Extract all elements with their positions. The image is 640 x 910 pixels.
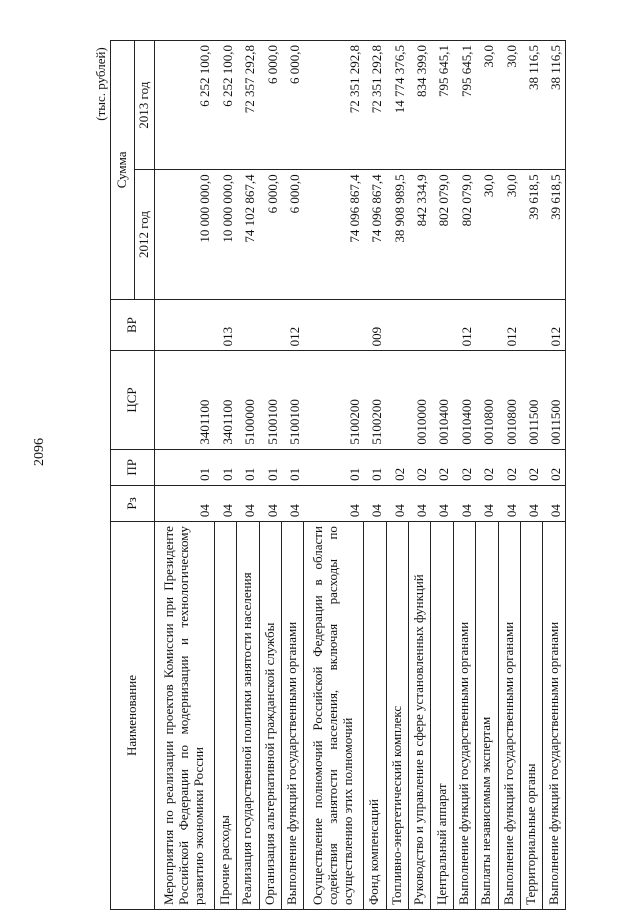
cell-2013: 6 000,0: [259, 41, 281, 170]
cell-2013: 30,0: [476, 41, 498, 170]
cell-2012: 74 102 867,4: [237, 170, 259, 299]
cell-rz: 04: [543, 485, 566, 521]
cell-pr: 01: [155, 449, 215, 485]
header-year-2013: 2013 год: [135, 41, 155, 170]
cell-2012: 30,0: [476, 170, 498, 299]
cell-name: Выполнение функций государственными органами: [498, 522, 520, 910]
cell-vr: [476, 299, 498, 351]
cell-vr: 013: [214, 299, 236, 351]
cell-rz: 04: [259, 485, 281, 521]
table-row: [155, 41, 215, 910]
cell-csr: 0010000: [408, 351, 430, 449]
cell-csr: 0010400: [453, 351, 475, 449]
cell-vr: 012: [543, 299, 566, 351]
table-row: [281, 41, 303, 910]
cell-2013: 30,0: [498, 41, 520, 170]
cell-name: Осуществление полномочий Российской Федерации в области содействия занятости населения, включая расходы по осуществлению этих полномочий: [304, 522, 364, 910]
cell-vr: [431, 299, 453, 351]
cell-2012: 38 908 989,5: [386, 170, 408, 299]
cell-name: Организация альтернативной гражданской службы: [259, 522, 281, 910]
cell-csr: 5100100: [259, 351, 281, 449]
page-number: 2096: [32, 438, 47, 466]
cell-vr: 009: [364, 299, 386, 351]
cell-csr: [386, 351, 408, 449]
cell-name: Выполнение функций государственными органами: [543, 522, 566, 910]
cell-vr: [237, 299, 259, 351]
cell-name: Руководство и управление в сфере установленных функций: [408, 522, 430, 910]
table-row: [214, 41, 236, 910]
cell-name: Топливно-энергетический комплекс: [386, 522, 408, 910]
cell-vr: [520, 299, 542, 351]
table-row: [364, 41, 386, 910]
cell-pr: 02: [408, 449, 430, 485]
cell-rz: 04: [364, 485, 386, 521]
table-row: [386, 41, 408, 910]
cell-2012: 802 079,0: [431, 170, 453, 299]
cell-pr: 02: [543, 449, 566, 485]
table-row: [304, 41, 364, 910]
cell-rz: 04: [237, 485, 259, 521]
cell-2013: 72 351 292,8: [364, 41, 386, 170]
cell-rz: 04: [214, 485, 236, 521]
table-body: [155, 41, 566, 910]
cell-2012: 6 000,0: [259, 170, 281, 299]
cell-pr: 02: [520, 449, 542, 485]
header-rz: Рз: [111, 485, 155, 521]
cell-rz: 04: [281, 485, 303, 521]
cell-pr: 01: [259, 449, 281, 485]
cell-2012: 802 079,0: [453, 170, 475, 299]
header-vr: ВР: [111, 299, 155, 351]
cell-csr: 0010800: [476, 351, 498, 449]
cell-pr: 02: [431, 449, 453, 485]
cell-csr: 5100000: [237, 351, 259, 449]
cell-name: Мероприятия по реализации проектов Комиссии при Президенте Российской Федерации по модернизации и технологическому развитию экономики России: [155, 522, 215, 910]
table-row: [453, 41, 475, 910]
cell-2012: 39 618,5: [520, 170, 542, 299]
cell-rz: 04: [408, 485, 430, 521]
cell-rz: 04: [431, 485, 453, 521]
cell-csr: 5100200: [304, 351, 364, 449]
table-row: [408, 41, 430, 910]
header-csr: ЦСР: [111, 351, 155, 449]
header-sum: Сумма: [111, 41, 135, 300]
cell-2013: 72 351 292,8: [304, 41, 364, 170]
cell-name: Выполнение функций государственными органами: [453, 522, 475, 910]
cell-pr: 01: [214, 449, 236, 485]
cell-2012: 74 096 867,4: [364, 170, 386, 299]
cell-csr: 0011500: [543, 351, 566, 449]
cell-vr: 012: [498, 299, 520, 351]
table-row: [543, 41, 566, 910]
table-header: [111, 41, 155, 910]
cell-2013: 6 252 100,0: [155, 41, 215, 170]
cell-csr: 0010400: [431, 351, 453, 449]
cell-2012: 74 096 867,4: [304, 170, 364, 299]
cell-vr: [408, 299, 430, 351]
cell-2012: 10 000 000,0: [155, 170, 215, 299]
cell-rz: 04: [498, 485, 520, 521]
cell-rz: 04: [155, 485, 215, 521]
cell-csr: 5100200: [364, 351, 386, 449]
cell-2012: 39 618,5: [543, 170, 566, 299]
header-pr: ПР: [111, 449, 155, 485]
cell-vr: 012: [281, 299, 303, 351]
cell-name: Реализация государственной политики занятости населения: [237, 522, 259, 910]
cell-2012: 10 000 000,0: [214, 170, 236, 299]
cell-2013: 38 116,5: [520, 41, 542, 170]
cell-name: Центральный аппарат: [431, 522, 453, 910]
cell-rz: 04: [453, 485, 475, 521]
cell-2013: 6 000,0: [281, 41, 303, 170]
table-row: [431, 41, 453, 910]
cell-vr: [304, 299, 364, 351]
table-row: [259, 41, 281, 910]
cell-2013: 38 116,5: [543, 41, 566, 170]
cell-2012: 30,0: [498, 170, 520, 299]
cell-rz: 04: [386, 485, 408, 521]
header-name: Наименование: [111, 522, 155, 910]
cell-csr: 3401100: [155, 351, 215, 449]
table-row: [520, 41, 542, 910]
cell-name: Выполнение функций государственными органами: [281, 522, 303, 910]
budget-table: [110, 40, 566, 910]
cell-name: Фонд компенсаций: [364, 522, 386, 910]
units-label: (тыс. рублей): [93, 47, 108, 121]
cell-2013: 6 252 100,0: [214, 41, 236, 170]
cell-pr: 02: [476, 449, 498, 485]
cell-name: Выплаты независимым экспертам: [476, 522, 498, 910]
cell-csr: 0010800: [498, 351, 520, 449]
cell-csr: 3401100: [214, 351, 236, 449]
cell-2013: 795 645,1: [431, 41, 453, 170]
cell-2013: 834 399,0: [408, 41, 430, 170]
header-year-2012: 2012 год: [135, 170, 155, 299]
cell-vr: [155, 299, 215, 351]
table-row: [237, 41, 259, 910]
cell-pr: 01: [304, 449, 364, 485]
table-row: [476, 41, 498, 910]
cell-pr: 01: [281, 449, 303, 485]
cell-pr: 02: [453, 449, 475, 485]
cell-vr: [259, 299, 281, 351]
cell-pr: 02: [386, 449, 408, 485]
cell-rz: 04: [520, 485, 542, 521]
table-row: [498, 41, 520, 910]
cell-rz: 04: [304, 485, 364, 521]
cell-name: Территориальные органы: [520, 522, 542, 910]
cell-pr: 01: [237, 449, 259, 485]
cell-2013: 72 357 292,8: [237, 41, 259, 170]
cell-pr: 02: [498, 449, 520, 485]
cell-name: Прочие расходы: [214, 522, 236, 910]
cell-2012: 6 000,0: [281, 170, 303, 299]
cell-csr: 0011500: [520, 351, 542, 449]
cell-rz: 04: [476, 485, 498, 521]
cell-vr: 012: [453, 299, 475, 351]
cell-vr: [386, 299, 408, 351]
cell-2013: 795 645,1: [453, 41, 475, 170]
cell-pr: 01: [364, 449, 386, 485]
rotated-budget-table-sheet: [110, 40, 566, 910]
cell-2012: 842 334,9: [408, 170, 430, 299]
cell-csr: 5100100: [281, 351, 303, 449]
cell-2013: 14 774 376,5: [386, 41, 408, 170]
